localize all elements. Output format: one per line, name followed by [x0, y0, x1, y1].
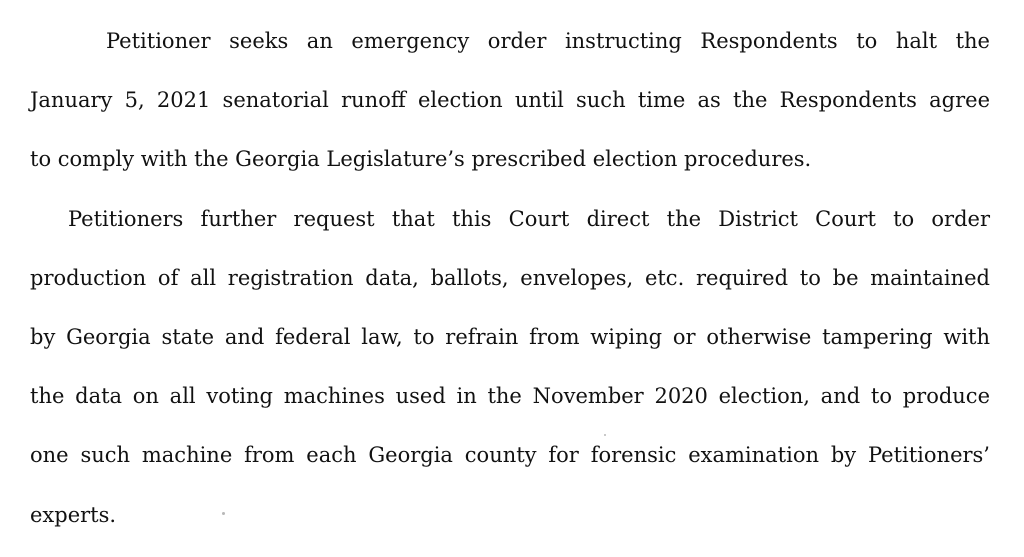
paragraph-emergency-order	[30, 20, 990, 198]
text-line: January 5, 2021 senatorial runoff election until such time as the Respondents agree	[30, 88, 990, 113]
text-line: by Georgia state and federal law, to refrain from wiping or otherwise tampering with	[30, 324, 990, 349]
text-line: experts.	[30, 502, 117, 527]
text-line: production of all registration data, ballots, envelopes, etc. required to be maintained	[30, 265, 990, 290]
text-line: one such machine from each Georgia county for forensic examination by Petitioners’	[30, 443, 990, 468]
text-line: to comply with the Georgia Legislature’s prescribed election procedures.	[30, 147, 812, 172]
scan-speck	[604, 434, 606, 436]
scan-speck	[222, 512, 225, 515]
paragraph-further-request	[30, 198, 990, 553]
text-line: Petitioner seeks an emergency order instructing Respondents to halt the	[106, 29, 990, 53]
text-line: Petitioners further request that this Court direct the District Court to order	[68, 206, 990, 231]
text-line: the data on all voting machines used in the November 2020 election, and to produce	[30, 384, 990, 409]
document-body	[30, 20, 990, 553]
